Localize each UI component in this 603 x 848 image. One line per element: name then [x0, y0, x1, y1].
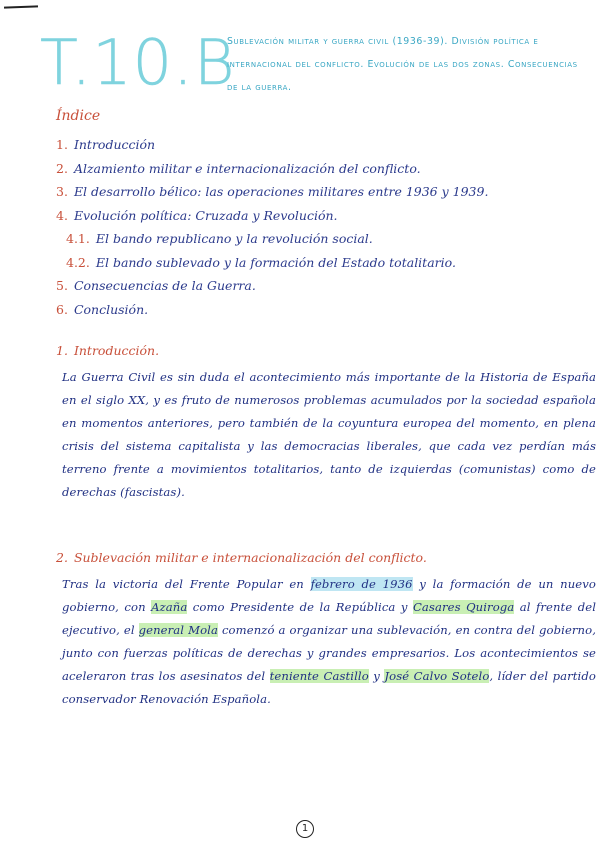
index-list: [56, 133, 586, 321]
index-item: 3. El desarrollo bélico: las operaciones militares entre 1936 y 1939.: [56, 184, 489, 199]
highlight-date: febrero de 1936: [310, 577, 413, 591]
index-subitem: 4.2. El bando sublevado y la formación del Estado totalitario.: [66, 254, 456, 270]
index-item: 6. Conclusión.: [56, 301, 149, 317]
section-sublevacion: [56, 550, 596, 711]
highlight-name: José Calvo Sotelo: [384, 669, 490, 683]
index-item: 5. Consecuencias de la Guerra.: [56, 278, 256, 293]
highlight-name: general Mola: [138, 623, 218, 637]
index-heading: Índice: [56, 108, 101, 124]
topic-number: T.10.B: [40, 26, 236, 99]
section-heading: 2. Sublevación militar e internacionalización del conflicto.: [56, 550, 427, 565]
highlight-name: Azaña: [151, 600, 188, 614]
index-item: 2. Alzamiento militar e internacionalización del conflicto.: [56, 160, 421, 176]
section-paragraph: Tras la victoria del Frente Popular en febrero de 1936 y la formación de un nuevo gobierno, con Azaña como Presidente de la República y Casares Quiroga al frente del ejecutivo, el general Mola comenzó a organizar una sublevación, en contra del gobierno, junto con fuerzas políticas de derechas y grandes empresarios. Los acontecimientos se aceleraron tras los asesinatos del teniente Castillo y José Calvo Sotelo, líder del partido conservador Renovación Española.: [62, 577, 597, 706]
highlight-name: Casares Quiroga: [412, 600, 515, 614]
index-item: 4. Evolución política: Cruzada y Revolución.: [56, 207, 338, 223]
topic-title: Sublevación militar y guerra civil (1936-39). División política e internacional del conflicto. Evolución de las dos zonas. Consecuencias de la guerra.: [227, 36, 578, 93]
highlight-name: teniente Castillo: [269, 669, 369, 683]
pen-mark: [4, 5, 38, 8]
page-number: 1: [296, 820, 314, 838]
index-subitem: 4.1. El bando republicano y la revolución social.: [66, 231, 373, 246]
section-paragraph: La Guerra Civil es sin duda el acontecimiento más importante de la Historia de España en el siglo XX, y es fruto de numerosos problemas acumulados por la sociedad española en momentos anteriores, pero también de la coyuntura europea del momento, en plena crisis del sistema capitalista y las democracias liberales, que cada vez perdían más terreno frente a movimientos totalitarios, tanto de izquierdas (comunistas) como de derechas (fascistas).: [62, 370, 596, 499]
section-introduction: [56, 343, 596, 504]
index-item: 1. Introducción: [56, 137, 156, 152]
section-heading: 1. Introducción.: [56, 343, 160, 358]
